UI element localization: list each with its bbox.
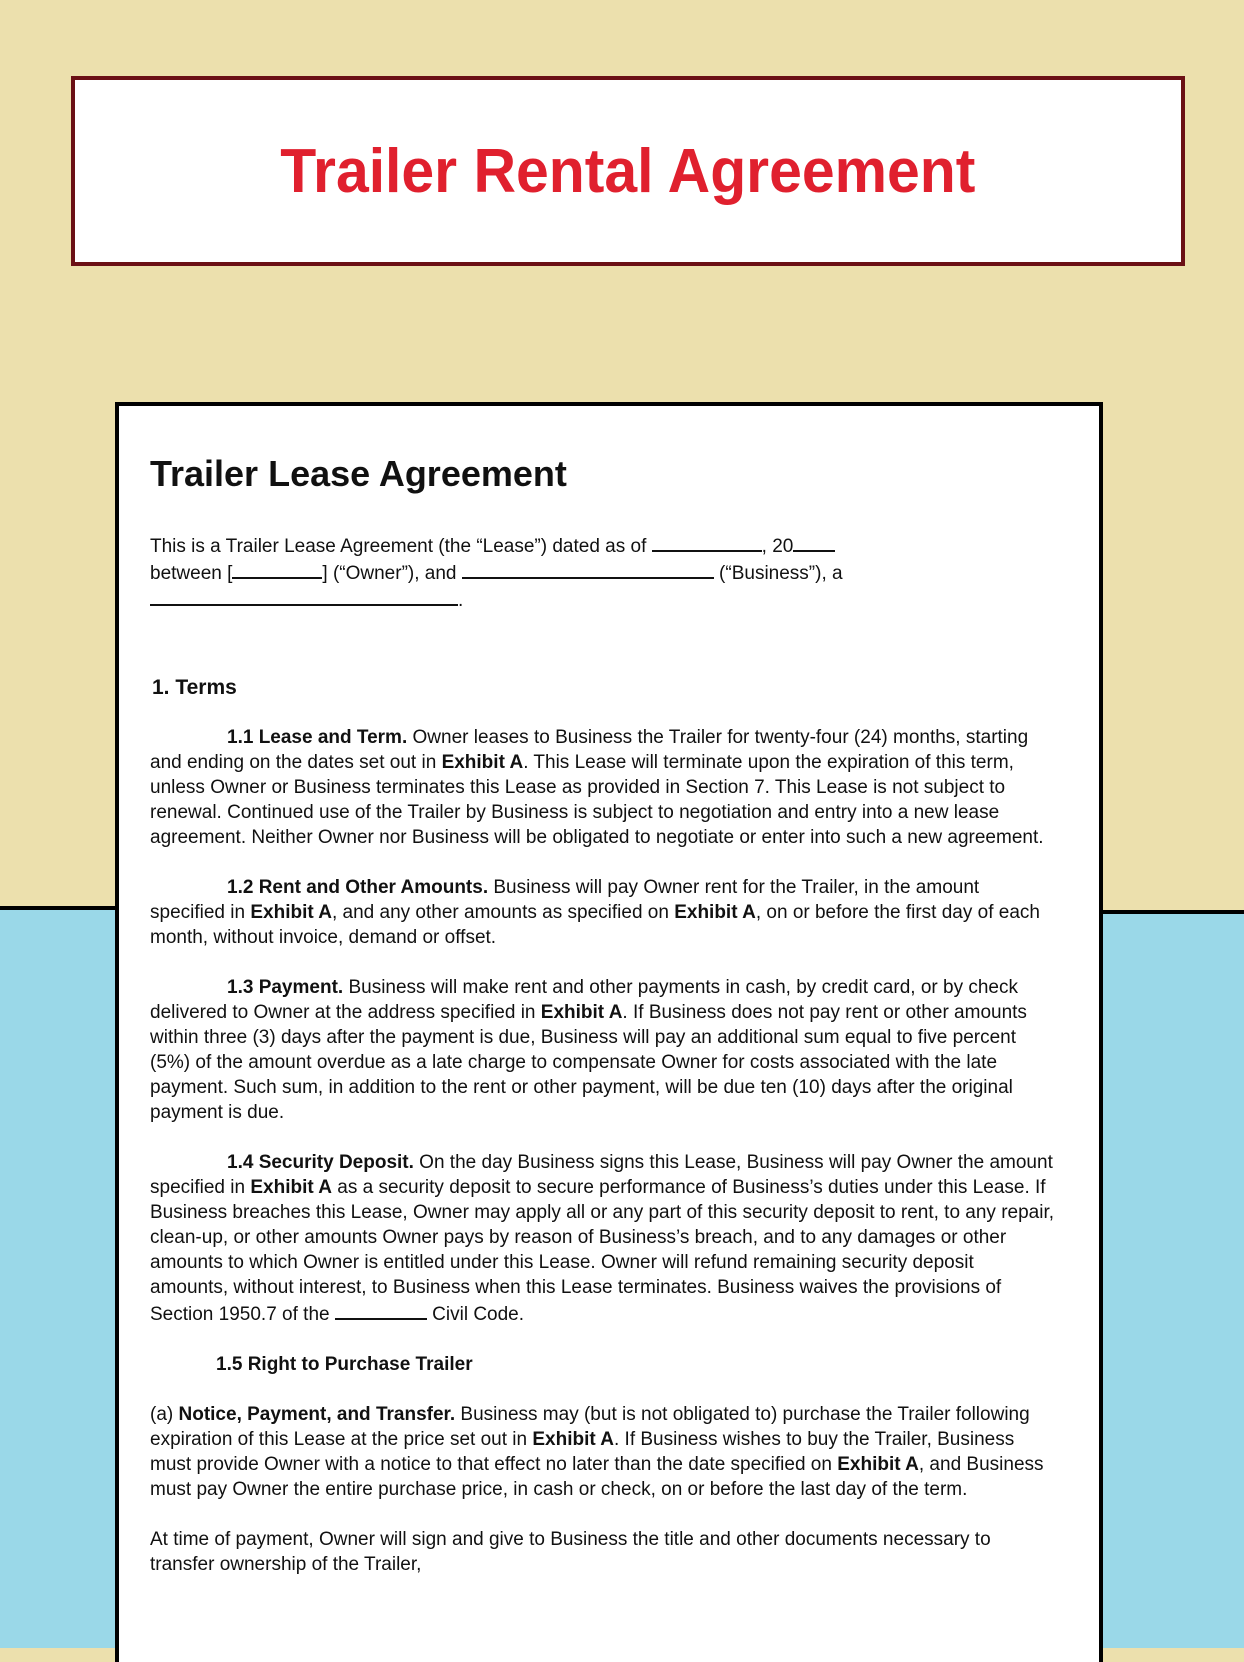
intro-text: This is a Trailer Lease Agreement (the “Lease”) dated as of: [150, 536, 652, 557]
clause-label: 1.2 Rent and Other Amounts.: [227, 877, 489, 898]
clause-1-2: [150, 875, 1055, 950]
section-heading-terms: 1. Terms: [152, 676, 237, 699]
clause-text: On the day Business signs this Lease, Business will pay Owner the amount specified in: [150, 1152, 1053, 1198]
clause-prefix: (a): [150, 1404, 179, 1425]
intro-paragraph: [150, 532, 910, 613]
document-page: [115, 402, 1103, 1662]
divider-line-left: [0, 906, 122, 910]
owner-blank: [232, 559, 322, 579]
intro-text: ] (“Owner”), and: [322, 563, 462, 584]
clause-text: . This Lease will terminate upon the expiration of this term, unless Owner or Business terminates this Lease as provided in Section 7. This Lease is not subject to renewal. Continued use of the Trailer by Business is subject to negotiation and entry into a new lease agreement. Neither Owner nor Business will be obligated to negotiate or enter into such a new agreement.: [150, 752, 1044, 848]
clause-1-4: [150, 1150, 1055, 1327]
banner-title: Trailer Rental Agreement: [280, 136, 976, 206]
entity-type-blank: [150, 586, 458, 606]
clause-text: as a security deposit to secure performance of Business’s duties under this Lease. If Business breaches this Lease, Owner may apply all or any part of this security deposit to rent, to any repair, clean-up, or other amounts Owner pays by reason of Business’s breach, and to any damages or other amounts to which Owner is entitled under this Lease. Owner will refund remaining security deposit amounts, without interest, to Business when this Lease terminates. Business waives the provisions of Section 1950.7 of the: [150, 1177, 1055, 1325]
clause-text: Business may (but is not obligated to) purchase the Trailer following expiration of this Lease at the price set out in: [150, 1404, 1030, 1450]
exhibit-reference: Exhibit A: [250, 1177, 332, 1198]
clause-text: . If Business wishes to buy the Trailer, Business must provide Owner with a notice to that effect no later than the date specified on: [150, 1429, 1015, 1475]
clause-text: Civil Code.: [426, 1304, 525, 1325]
intro-text: .: [458, 590, 464, 611]
exhibit-reference: Exhibit A: [532, 1429, 614, 1450]
clause-text: , and Business must pay Owner the entire purchase price, in cash or check, on or before the last day of the term.: [150, 1454, 1044, 1500]
clause-text: , and any other amounts as specified on: [331, 902, 675, 923]
document-heading: Trailer Lease Agreement: [150, 453, 567, 494]
exhibit-reference: Exhibit A: [837, 1454, 919, 1475]
clause-text: Business will make rent and other payments in cash, by credit card, or by check delivered to Owner at the address specified in: [150, 977, 1018, 1023]
business-blank: [462, 559, 714, 579]
state-blank: [335, 1300, 427, 1320]
exhibit-reference: Exhibit A: [441, 752, 524, 773]
divider-line-right: [1096, 910, 1244, 914]
clause-label: 1.1 Lease and Term.: [227, 727, 408, 748]
clause-1-1: [150, 725, 1055, 850]
intro-text: (“Business”), a: [713, 563, 843, 584]
clause-label: 1.4 Security Deposit.: [227, 1152, 414, 1173]
subsection-heading-1-5: 1.5 Right to Purchase Trailer: [216, 1354, 473, 1375]
clause-1-3: [150, 975, 1055, 1125]
clause-text: , on or before the first day of each month, without invoice, demand or offset.: [150, 902, 1040, 948]
exhibit-reference: Exhibit A: [674, 902, 756, 923]
date-blank: [652, 532, 762, 552]
intro-text: between [: [150, 563, 233, 584]
clause-label: Notice, Payment, and Transfer.: [178, 1404, 456, 1425]
clause-text: . If Business does not pay rent or other amounts within three (3) days after the payment is due, Business will pay an additional sum equal to five percent (5%) of the amount overdue as a late charge to compensate Owner for costs associated with the late payment. Such sum, in addition to the rent or other payment, will be due ten (10) days after the original payment is due.: [150, 1002, 1027, 1123]
clause-label: 1.3 Payment.: [227, 977, 344, 998]
clause-1-5-transfer: At time of payment, Owner will sign and give to Business the title and other documents necessary to transfer ownership of the Trailer,: [150, 1529, 991, 1575]
year-blank: [793, 532, 835, 552]
clause-1-5-a: [150, 1402, 1055, 1502]
exhibit-reference: Exhibit A: [540, 1002, 623, 1023]
clause-text: Business will pay Owner rent for the Trailer, in the amount specified in: [150, 877, 980, 923]
intro-text: , 20: [761, 536, 794, 557]
clause-text: Owner leases to Business the Trailer for twenty-four (24) months, starting and ending on the dates set out in: [150, 727, 1029, 773]
title-banner: [71, 76, 1185, 266]
exhibit-reference: Exhibit A: [250, 902, 332, 923]
